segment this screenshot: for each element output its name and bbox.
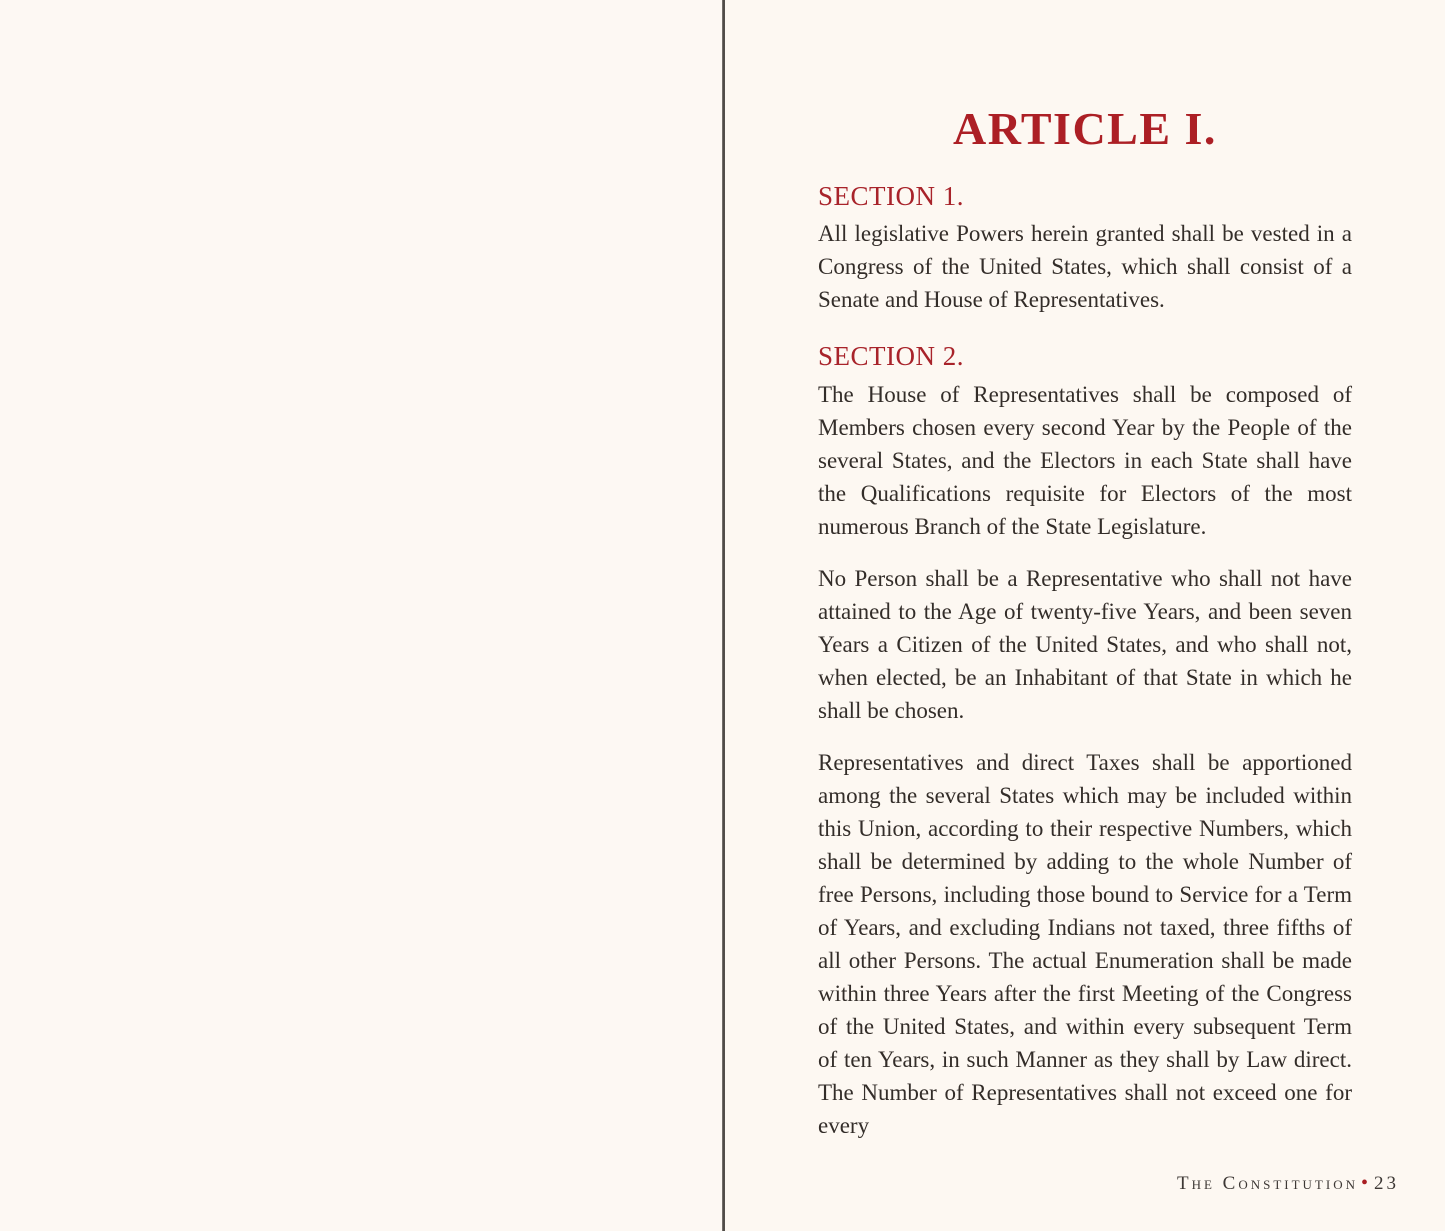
right-page: [725, 0, 1445, 1231]
footer-bullet-icon: •: [1360, 1172, 1368, 1194]
section-2-paragraph-1: The House of Representatives shall be composed of Members chosen every second Year by the People of the several States, and the Electors in each State shall have the Qualifications requisite for Electors of the most numerous Branch of the State Legislature.: [818, 381, 1352, 539]
footer-book-title: The Constitution: [1176, 1173, 1358, 1194]
section-1-paragraph-1: All legislative Powers herein granted shall be vested in a Congress of the United States, which shall consist of a Senate and House of Representatives.: [818, 221, 1352, 313]
footer-page-number: 23: [1374, 1173, 1399, 1194]
left-page-blank: [0, 0, 722, 1231]
text-column: [818, 0, 1352, 1142]
section-1-heading: SECTION 1.: [818, 180, 964, 211]
running-footer: [1177, 1172, 1399, 1195]
section-2-heading: SECTION 2.: [818, 341, 964, 372]
article-title: ARTICLE I.: [953, 103, 1217, 154]
section-2-paragraph-3: Representatives and direct Taxes shall be apportioned among the several States which may be included within this Union, according to their respective Numbers, which shall be determined by adding to the whole Number of free Persons, including those bound to Service for a Term of Years, and excluding Indians not taxed, three fifths of all other Persons. The actual Enumeration shall be made within three Years after the first Meeting of the Congress of the United States, and within every subsequent Term of ten Years, in such Manner as they shall by Law direct. The Number of Representatives shall not exceed one for every: [818, 749, 1352, 1138]
section-2-paragraph-2: No Person shall be a Representative who shall not have attained to the Age of twenty-five Years, and been seven Years a Citizen of the United States, and who shall not, when elected, be an Inhabitant of that State in which he shall be chosen.: [818, 565, 1352, 723]
